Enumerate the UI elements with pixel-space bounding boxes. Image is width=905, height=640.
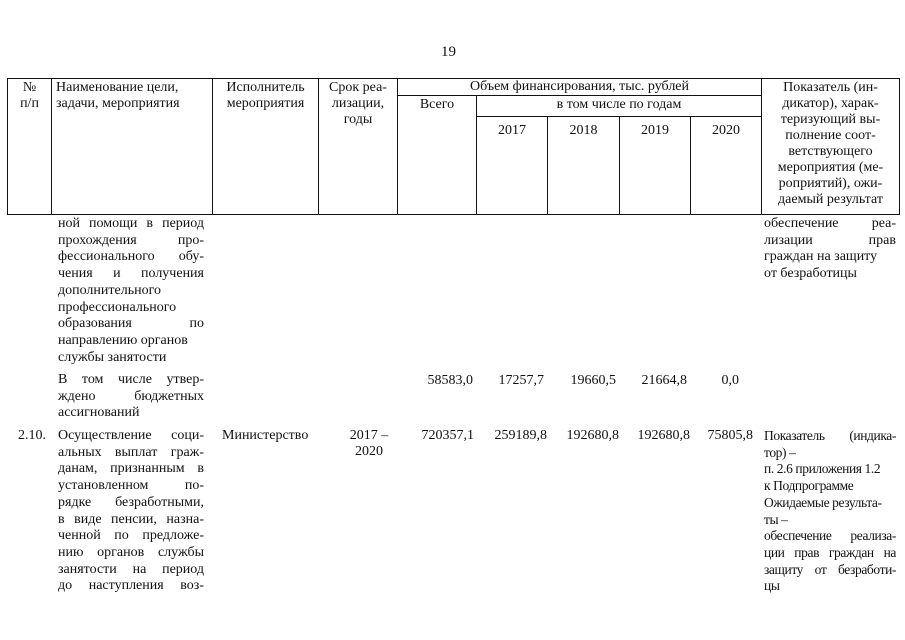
page-number: 19 <box>441 44 456 60</box>
approved-2020: 0,0 <box>721 373 739 388</box>
column-divider <box>51 78 52 215</box>
header-total: Всего <box>419 97 455 112</box>
header-executor: Исполнитель мероприятия <box>226 80 305 111</box>
row-number: 2.10. <box>18 428 46 443</box>
header-year: 2017 <box>498 123 526 138</box>
approved-total: 58583,0 <box>427 373 473 388</box>
header-name: Наименование цели, задачи, мероприятия <box>56 80 180 111</box>
header-term: Срок реа- лизации, годы <box>329 80 387 127</box>
header-by-years: в том числе по годам <box>556 97 682 112</box>
header-number: № п/п <box>20 80 39 111</box>
continuation-name-cell: ной помощи в период прохождения про- фессионального обу- чения и получения дополнительного профессионального образования по направлению органов службы занятости <box>58 216 204 365</box>
row-name-cell: Осуществление соци- альных выплат граж- данам, признанным в установленном по- рядке безработными, в виде пенсии, назна- ченной по предложе- нию органов службы занятости на период до наступления воз- <box>58 428 204 594</box>
header-year: 2018 <box>569 123 598 138</box>
header-year: 2020 <box>712 123 740 138</box>
row-executor: Министерство <box>222 428 309 443</box>
row-2019: 192680,8 <box>637 428 690 443</box>
approved-2018: 19660,5 <box>570 373 616 388</box>
continuation-indicator-cell: обеспечение реа- лизации прав граждан на защиту от безработицы <box>764 216 896 282</box>
row-term: 2017 – 2020 <box>349 428 389 459</box>
column-divider <box>476 95 477 215</box>
header-financing: Объем финансирования, тыс. рублей <box>469 79 690 94</box>
table-border-right <box>899 78 900 215</box>
approved-label-cell: В том числе утвер- ждено бюджетных ассигнований <box>58 372 204 421</box>
header-year: 2019 <box>641 123 669 138</box>
row-2020: 75805,8 <box>707 428 753 443</box>
row-divider <box>397 95 762 96</box>
table-border-bottom <box>7 214 900 215</box>
row-2017: 259189,8 <box>494 428 547 443</box>
row-indicator-cell: Показатель (индика- тор) – п. 2.6 приложения 1.2 к Подпрограмме Ожидаемые результа- ты – обеспечение реализа- ции прав граждан на защиту от безработи- цы <box>764 428 896 594</box>
row-2018: 192680,8 <box>566 428 619 443</box>
approved-2019: 21664,8 <box>641 373 687 388</box>
approved-2017: 17257,7 <box>498 373 544 388</box>
row-total: 720357,1 <box>421 428 474 443</box>
header-indicator: Показатель (ин- дикатор), харак- теризующий вы- полнение соот- ветствующего мероприятия (ме- роприятий), ожи- даемый результат <box>777 80 884 207</box>
